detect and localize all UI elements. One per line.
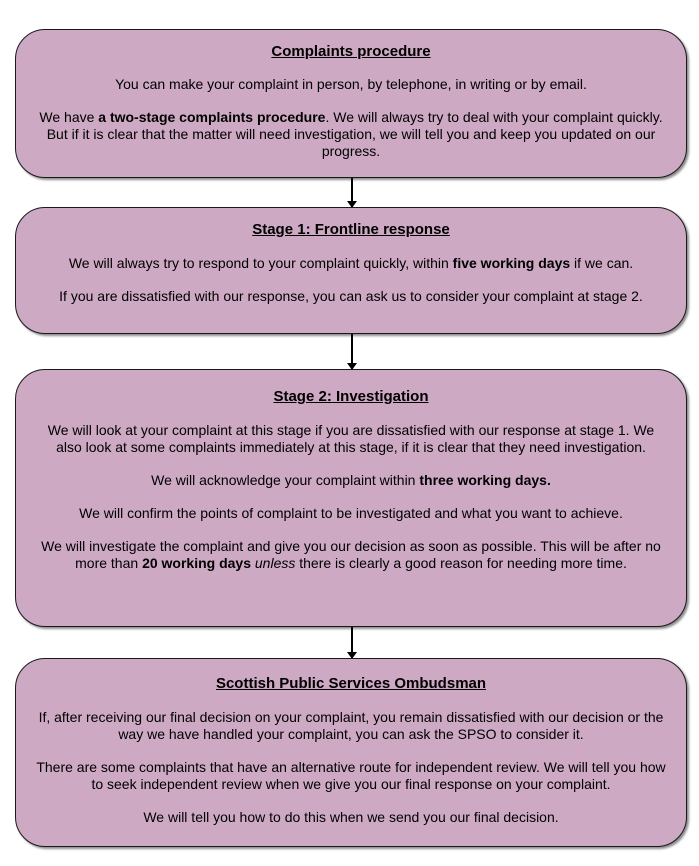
two-stage-text-post: . We will always try to deal with your complaint quickly. But if it is clear that the matter will need investigation, we will tell you and keep you updated on our progress. bbox=[46, 109, 663, 159]
stage2-acknowledge-bold: three working days. bbox=[419, 472, 551, 488]
contact-methods-text: You can make your complaint in person, by telephone, in writing or by email. bbox=[115, 76, 587, 92]
stage1-box bbox=[15, 207, 687, 334]
spso-dissatisfied-text: If, after receiving our final decision on your complaint, you remain dissatisfied with our decision or the way we have handled your complaint, you can ask the SPSO to consider it. bbox=[38, 709, 664, 742]
stage2-decision-post: there is clearly a good reason for needing more time. bbox=[295, 555, 627, 571]
stage1-escalate-text: If you are dissatisfied with our response, you can ask us to consider your complaint at stage 2. bbox=[59, 288, 643, 304]
stage1-response-text bbox=[36, 255, 666, 272]
two-stage-text-bold: a two-stage complaints procedure bbox=[98, 109, 326, 125]
stage2-acknowledge-text bbox=[36, 472, 666, 489]
stage2-box bbox=[15, 369, 687, 627]
stage2-title: Stage 2: Investigation bbox=[273, 388, 429, 405]
flow-arrow-1 bbox=[351, 178, 353, 207]
two-stage-text-pre: We have bbox=[39, 109, 99, 125]
complaints-procedure-box bbox=[15, 29, 687, 178]
stage2-decision-pre: We will investigate the complaint and give you our decision as soon as possible. This will be after no more than bbox=[41, 538, 661, 571]
stage1-response-pre: We will always try to respond to your complaint quickly, within bbox=[68, 255, 453, 271]
stage1-response-post: if we can. bbox=[570, 255, 634, 271]
stage2-decision-text bbox=[36, 538, 666, 572]
spso-title: Scottish Public Services Ombudsman bbox=[215, 675, 487, 692]
stage2-decision-italic: unless bbox=[254, 555, 296, 571]
stage2-acknowledge-pre: We will acknowledge your complaint within bbox=[151, 472, 420, 488]
flow-arrow-3 bbox=[351, 627, 353, 658]
spso-box bbox=[15, 658, 687, 847]
stage1-title: Stage 1: Frontline response bbox=[252, 221, 450, 238]
two-stage-text bbox=[36, 109, 666, 160]
stage1-response-bold: five working days bbox=[452, 255, 571, 271]
stage2-decision-bold: 20 working days bbox=[142, 555, 251, 571]
stage2-confirm-text: We will confirm the points of complaint to be investigated and what you want to achieve. bbox=[79, 505, 623, 521]
complaints-procedure-title: Complaints procedure bbox=[271, 43, 431, 60]
spso-final-decision-text: We will tell you how to do this when we send you our final decision. bbox=[143, 809, 559, 825]
flow-arrow-2 bbox=[351, 334, 353, 369]
spso-alternative-route-text: There are some complaints that have an alternative route for independent review. We will tell you how to seek independent review when we give you our final response on your complaint. bbox=[36, 759, 666, 792]
stage2-intro-text: We will look at your complaint at this stage if you are dissatisfied with our response at stage 1. We also look at some complaints immediately at this stage, if it is clear that they need investigation. bbox=[47, 422, 655, 455]
